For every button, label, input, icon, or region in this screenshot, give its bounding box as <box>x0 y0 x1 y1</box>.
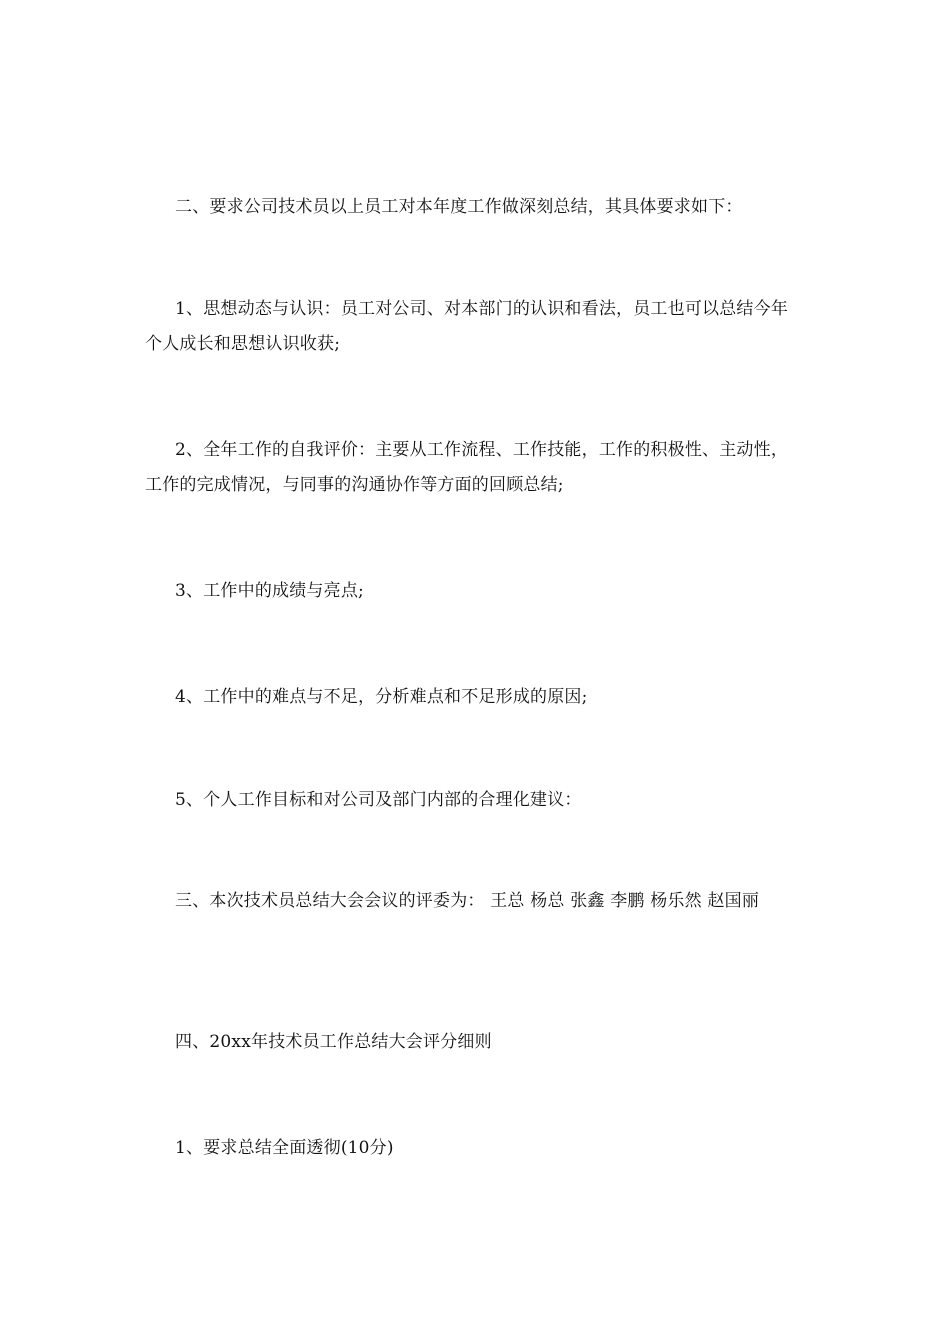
section-three-judges: 三、本次技术员总结大会会议的评委为： 王总 杨总 张鑫 李鹏 杨乐然 赵国丽 <box>175 891 760 911</box>
section-four-heading: 四、20xx年技术员工作总结大会评分细则 <box>175 1032 492 1052</box>
requirement-item-5: 5、个人工作目标和对公司及部门内部的合理化建议： <box>175 790 582 810</box>
requirement-item-2: 2、全年工作的自我评价：主要从工作流程、工作技能，工作的积极性、主动性，工作的完成情况，与同事的沟通协作等方面的回顾总结; <box>145 440 789 495</box>
requirement-item-1: 1、思想动态与认识：员工对公司、对本部门的认识和看法，员工也可以总结今年个人成长和思想认识收获; <box>145 299 789 354</box>
section-two-heading: 二、要求公司技术员以上员工对本年度工作做深刻总结，其具体要求如下： <box>175 197 743 217</box>
scoring-item-1: 1、要求总结全面透彻(10分) <box>175 1138 394 1158</box>
requirement-item-3: 3、工作中的成绩与亮点; <box>175 581 364 601</box>
requirement-item-4: 4、工作中的难点与不足，分析难点和不足形成的原因; <box>175 687 588 707</box>
